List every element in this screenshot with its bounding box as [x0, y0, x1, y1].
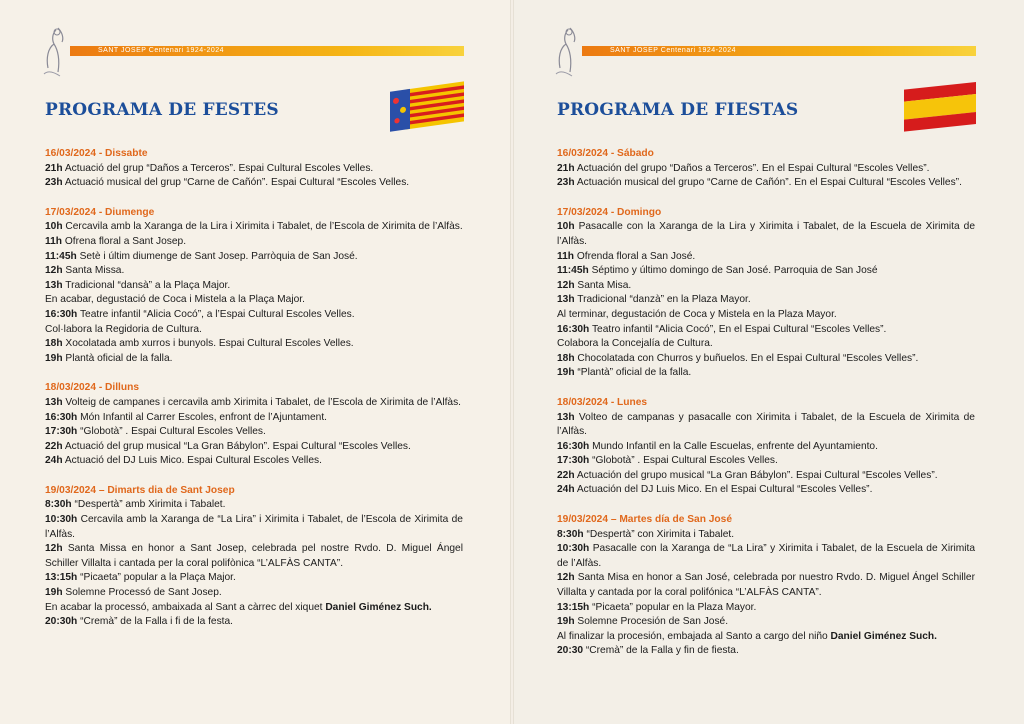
event-item	[557, 483, 975, 498]
event-item	[557, 528, 975, 543]
event-text: Actuación musical del grupo “Carne de Cañón”. En el Espai Cultural “Escoles Velles”.	[576, 177, 962, 189]
event-item	[45, 571, 463, 586]
event-item	[557, 440, 975, 455]
event-item	[557, 352, 975, 367]
day-block	[45, 381, 463, 469]
event-text: Cercavila amb la Xaranga de “La Lira” i Xirimita i Tabalet, de l’Escola de Xirimita de l’Alfàs.	[45, 514, 463, 540]
event-time: 10:30h	[45, 514, 78, 526]
event-time: 11h	[45, 235, 62, 247]
event-text: Chocolatada con Churros y buñuelos. En el Espai Cultural “Escoles Velles”.	[577, 352, 919, 364]
schedule-list	[45, 147, 463, 645]
event-item	[45, 454, 463, 469]
header-bar	[70, 46, 464, 56]
event-time: 16:30h	[557, 323, 590, 335]
schedule-list	[557, 147, 975, 674]
event-text: Actuació del grup musical “La Gran Bábylon”. Espai Cultural “Escoles Velles.	[64, 440, 411, 452]
event-text: Ofrena floral a Sant Josep.	[64, 235, 187, 247]
event-text: “Cremà” de la Falla y fin de fiesta.	[585, 645, 739, 657]
event-text: “Globotà” . Espai Cultural Escoles Velles.	[592, 455, 778, 467]
event-time: 19h	[557, 616, 575, 628]
event-item	[45, 411, 463, 426]
event-text: Al terminar, degustación de Coca y Mistela en la Plaza Mayor.	[557, 308, 837, 320]
event-time: 13h	[45, 396, 63, 408]
event-time: 17:30h	[45, 426, 78, 438]
event-text: Ofrenda floral a San José.	[576, 250, 696, 262]
event-text: “Plantà” oficial de la falla.	[577, 367, 692, 379]
event-item	[557, 279, 975, 294]
event-item	[45, 250, 463, 265]
event-highlight: Daniel Giménez Such.	[830, 630, 937, 642]
event-item	[45, 323, 463, 338]
event-time: 22h	[45, 440, 63, 452]
event-time: 20:30h	[45, 616, 78, 628]
event-text: Actuació musical del grup “Carne de Cañón”. Espai Cultural “Escoles Velles.	[64, 177, 410, 189]
event-time: 18h	[557, 352, 575, 364]
day-block	[557, 147, 975, 191]
event-time: 19h	[557, 367, 575, 379]
event-text: Col·labora la Regidoria de Cultura.	[45, 323, 202, 335]
event-item	[45, 513, 463, 542]
header-text: SANT JOSEP Centenari 1924-2024	[610, 47, 737, 54]
event-text: “Globotà” . Espai Cultural Escoles Velles.	[80, 426, 266, 438]
event-item	[45, 542, 463, 571]
event-time: 19h	[45, 587, 63, 599]
event-time: 20:30	[557, 645, 584, 657]
event-item	[557, 411, 975, 440]
day-title: 18/03/2024 - Lunes	[557, 396, 648, 408]
event-time: 17:30h	[557, 455, 590, 467]
event-time: 12h	[45, 543, 63, 555]
event-text: “Despertà” amb Xirimita i Tabalet.	[74, 499, 226, 511]
event-text: Santa Misa en honor a San José, celebrada por nuestro Rvdo. D. Miguel Ángel Schiller Villalta y cantada por la coral polifónica “L’ALFÀS CANTA”.	[557, 572, 975, 599]
page-title: PROGRAMA DE FIESTAS	[557, 100, 799, 120]
event-time: 13h	[45, 279, 63, 291]
event-item	[557, 644, 975, 659]
event-time: 10h	[557, 221, 575, 233]
event-text: En acabar, degustació de Coca i Mistela a la Plaça Major.	[45, 294, 305, 306]
day-title: 19/03/2024 – Dimarts dia de Sant Josep	[45, 484, 235, 496]
event-item	[557, 337, 975, 352]
event-text: Séptimo y último domingo de San José. Parroquia de San José	[591, 265, 878, 277]
event-item	[45, 615, 463, 630]
event-item	[557, 454, 975, 469]
header-bar	[582, 46, 976, 56]
page-title: PROGRAMA DE FESTES	[45, 100, 279, 120]
event-item	[45, 162, 463, 177]
event-time: 16:30h	[45, 308, 78, 320]
day-block	[45, 484, 463, 630]
day-block	[557, 513, 975, 659]
event-highlight: Daniel Giménez Such.	[325, 601, 432, 613]
event-text: Pasacalle con la Xaranga de “La Lira” y Xirimita i Tabalet, de la Escuela de Xirimita de l’Alfàs.	[557, 543, 975, 569]
day-block	[557, 396, 975, 498]
event-text: Xocolatada amb xurros i bunyols. Espai Cultural Escoles Velles.	[65, 338, 354, 350]
event-item	[45, 337, 463, 352]
event-time: 8:30h	[557, 528, 584, 540]
event-time: 8:30h	[45, 499, 72, 511]
event-text: Tradicional “danzà” en la Plaza Mayor.	[577, 294, 751, 306]
event-item	[557, 615, 975, 630]
event-text: Actuación del grupo “Daños a Terceros”. En el Espai Cultural “Escoles Velles”.	[576, 162, 930, 174]
event-item	[45, 235, 463, 250]
event-text: Colabora la Concejalía de Cultura.	[557, 338, 713, 350]
event-item	[45, 586, 463, 601]
event-text: Actuación del grupo musical “La Gran Bábylon”. Espai Cultural “Escoles Velles”.	[576, 469, 938, 481]
event-item	[557, 571, 975, 600]
event-text: Al finalizar la procesión, embajada al Santo a cargo del niño	[557, 630, 831, 642]
event-text: Món Infantil al Carrer Escoles, enfront de l’Ajuntament.	[80, 411, 328, 423]
event-time: 18h	[45, 338, 63, 350]
event-text: “Picaeta” popular a la Plaça Major.	[80, 572, 236, 584]
event-item	[45, 279, 463, 294]
event-time: 10h	[45, 221, 63, 233]
event-time: 13:15h	[557, 601, 590, 613]
event-item	[557, 542, 975, 571]
event-time: 22h	[557, 469, 575, 481]
event-text: Santa Missa.	[65, 265, 125, 277]
event-text: “Picaeta” popular en la Plaza Mayor.	[592, 601, 757, 613]
event-item	[557, 308, 975, 323]
event-item	[45, 498, 463, 513]
valencian-flag-icon	[388, 78, 468, 134]
event-text: “Despertà” con Xirimita i Tabalet.	[586, 528, 735, 540]
event-text: Teatre infantil “Alicia Cocó”, a l’Espai Cultural Escoles Velles.	[79, 308, 355, 320]
event-text: Cercavila amb la Xaranga de la Lira i Xirimita i Tabalet, de l’Escola de Xirimita de l’Alfàs.	[65, 221, 463, 233]
event-item	[557, 250, 975, 265]
event-text: Tradicional “dansà” a la Plaça Major.	[65, 279, 231, 291]
event-time: 24h	[557, 484, 575, 496]
event-item	[557, 176, 975, 191]
day-title: 16/03/2024 - Dissabte	[45, 148, 148, 159]
event-time: 12h	[557, 572, 575, 584]
event-time: 23h	[557, 177, 575, 189]
event-text: “Cremà” de la Falla i fi de la festa.	[80, 616, 233, 628]
day-title: 19/03/2024 – Martes día de San José	[557, 514, 732, 526]
event-text: Setè i últim diumenge de Sant Josep. Parròquia de San José.	[79, 250, 358, 262]
event-time: 23h	[45, 177, 63, 189]
header-text: SANT JOSEP Centenari 1924-2024	[98, 47, 225, 54]
event-text: Pasacalle con la Xaranga de la Lira y Xirimita i Tabalet, de la Escuela de Xirimita de l’Alfàs.	[557, 221, 975, 247]
page-spanish	[512, 0, 1024, 724]
event-time: 10:30h	[557, 543, 590, 555]
event-item	[557, 323, 975, 338]
page-fold	[510, 0, 514, 724]
event-time: 12h	[557, 279, 575, 291]
event-text: Teatro infantil “Alicia Cocó”, En el Espai Cultural “Escoles Velles”.	[591, 323, 887, 335]
day-block	[45, 147, 463, 191]
day-title: 17/03/2024 - Diumenge	[45, 206, 155, 218]
event-item	[45, 264, 463, 279]
event-item	[45, 293, 463, 308]
day-title: 16/03/2024 - Sábado	[557, 148, 654, 159]
event-time: 19h	[45, 352, 63, 364]
event-text: Santa Misa.	[577, 279, 632, 291]
event-item	[45, 352, 463, 367]
event-item	[45, 220, 463, 235]
event-text: Mundo Infantil en la Calle Escuelas, enfrente del Ayuntamiento.	[592, 440, 878, 452]
event-time: 12h	[45, 265, 63, 277]
event-time: 16:30h	[45, 411, 78, 423]
event-item	[45, 440, 463, 455]
event-time: 16:30h	[557, 440, 590, 452]
event-time: 21h	[45, 162, 63, 174]
event-text: Plantà oficial de la falla.	[65, 352, 173, 364]
event-item	[45, 176, 463, 191]
event-text: Volteig de campanes i cercavila amb Xirimita i Tabalet, de l’Escola de Xirimita de l’Alfàs.	[65, 396, 462, 408]
event-text: Actuación del DJ Luis Mico. En el Espai Cultural “Escoles Velles”.	[576, 484, 873, 496]
event-time: 13:15h	[45, 572, 78, 584]
event-item	[557, 469, 975, 484]
day-title: 17/03/2024 - Domingo	[557, 206, 662, 218]
event-text: En acabar la processó, ambaixada al Sant a càrrec del xiquet	[45, 601, 326, 613]
event-item	[45, 425, 463, 440]
event-item	[557, 162, 975, 177]
event-time: 11:45h	[45, 250, 77, 262]
event-item	[557, 264, 975, 279]
event-item	[45, 308, 463, 323]
event-item	[557, 293, 975, 308]
event-text: Solemne Procesión de San José.	[577, 616, 729, 628]
day-title: 18/03/2024 - Dilluns	[45, 382, 140, 394]
event-time: 24h	[45, 455, 63, 467]
day-block	[557, 206, 975, 381]
event-item	[45, 396, 463, 411]
event-time: 11:45h	[557, 265, 589, 277]
event-item	[557, 601, 975, 616]
event-time: 21h	[557, 162, 575, 174]
event-item	[557, 220, 975, 249]
event-text: Actuació del DJ Luis Mico. Espai Cultural Escoles Velles.	[64, 455, 322, 467]
spanish-flag-icon	[900, 78, 980, 134]
event-text: Santa Missa en honor a Sant Josep, celebrada pel nostre Rvdo. D. Miguel Ángel Schiller Villalta i cantada per la coral polifònica “L’ALFÀS CANTA”.	[45, 543, 463, 569]
day-block	[45, 206, 463, 367]
event-item	[557, 630, 975, 645]
event-time: 13h	[557, 294, 575, 306]
event-time: 11h	[557, 250, 574, 262]
event-text: Actuació del grup “Daños a Terceros”. Espai Cultural Escoles Velles.	[64, 162, 374, 174]
event-text: Solemne Processó de Sant Josep.	[65, 587, 222, 599]
event-item	[557, 366, 975, 381]
event-item	[45, 601, 463, 616]
event-time: 13h	[557, 411, 575, 423]
event-text: Volteo de campanas y pasacalle con Xirimita i Tabalet, de la Escuela de Xirimita de l’Alfàs.	[557, 411, 975, 438]
